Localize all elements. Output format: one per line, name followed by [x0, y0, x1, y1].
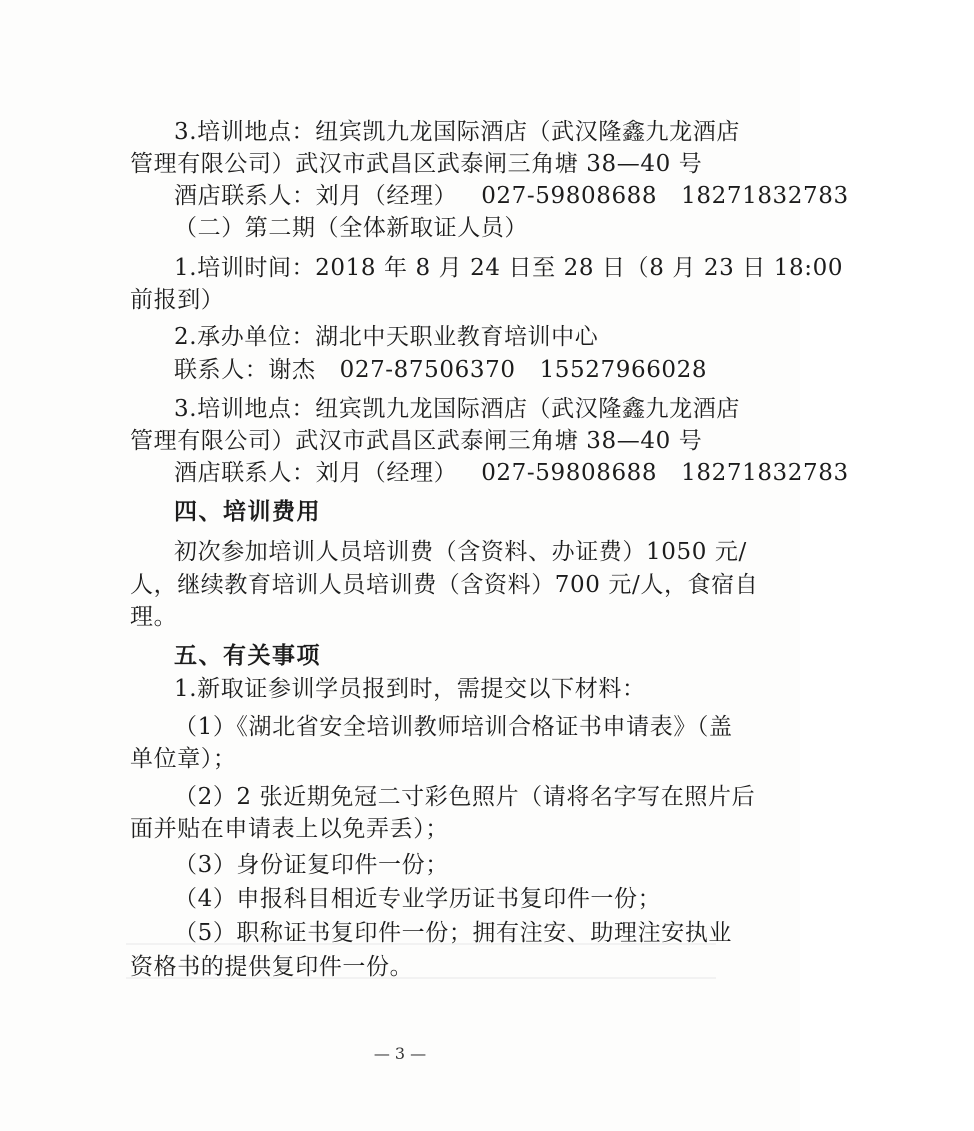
item1-line1: （1）《湖北省安全培训教师培训合格证书申请表》（盖 — [174, 714, 733, 740]
period1-hotel-contact — [0, 181, 974, 211]
period1-location-line2: 管理有限公司）武汉市武昌区武泰闸三角塘 38—40 号 — [130, 151, 703, 177]
contact-label: 联系人：谢杰 — [174, 357, 316, 383]
period1-location-line1: 3.培训地点：纽宾凯九龙国际酒店（武汉隆鑫九龙酒店 — [174, 119, 740, 145]
section4-line1: 初次参加培训人员培训费（含资料、办证费）1050 元/ — [174, 539, 747, 565]
item5-line2: 资格书的提供复印件一份。 — [130, 954, 414, 980]
period2-time-line1: 1.培训时间：2018 年 8 月 24 日至 28 日（8 月 23 日 18:00 — [174, 255, 844, 281]
period2-contact — [0, 355, 974, 385]
period2-title: （二）第二期（全体新取证人员） — [174, 215, 528, 241]
contact-mobile: 15527966028 — [539, 357, 708, 383]
hotel-phone: 027-59808688 — [481, 183, 658, 209]
item1-line2: 单位章）； — [130, 746, 237, 772]
section5-intro: 1.新取证参训学员报到时，需提交以下材料： — [174, 676, 646, 702]
hotel-contact-label: 酒店联系人：刘月（经理） — [174, 183, 458, 209]
hotel-mobile: 18271832783 — [681, 183, 849, 209]
period2-location-line2: 管理有限公司）武汉市武昌区武泰闸三角塘 38—40 号 — [130, 428, 703, 454]
section4-line3: 理。 — [130, 604, 178, 630]
item2-line1: （2）2 张近期免冠二寸彩色照片（请将名字写在照片后 — [174, 784, 756, 810]
hotel-mobile: 18271832783 — [681, 460, 849, 486]
hotel-contact-label: 酒店联系人：刘月（经理） — [174, 460, 458, 486]
section4-heading: 四、培训费用 — [174, 499, 321, 525]
section4-line2: 人，继续教育培训人员培训费（含资料）700 元/人，食宿自 — [130, 572, 759, 598]
page-number: — 3 — — [373, 1044, 427, 1063]
period2-location-line1: 3.培训地点：纽宾凯九龙国际酒店（武汉隆鑫九龙酒店 — [174, 396, 740, 422]
contact-phone: 027-87506370 — [339, 357, 516, 383]
item2-line2: 面并贴在申请表上以免弄丢）； — [130, 816, 449, 842]
period2-time-line2: 前报到） — [130, 287, 225, 313]
item4: （4）申报科目相近专业学历证书复印件一份； — [174, 886, 662, 912]
hotel-phone: 027-59808688 — [481, 460, 658, 486]
section5-heading: 五、有关事项 — [174, 643, 321, 669]
item3: （3）身份证复印件一份； — [174, 852, 449, 878]
period2-organizer: 2.承办单位：湖北中天职业教育培训中心 — [174, 324, 599, 350]
period2-hotel-contact — [0, 458, 974, 488]
item5-line1: （5）职称证书复印件一份；拥有注安、助理注安执业 — [174, 920, 733, 946]
